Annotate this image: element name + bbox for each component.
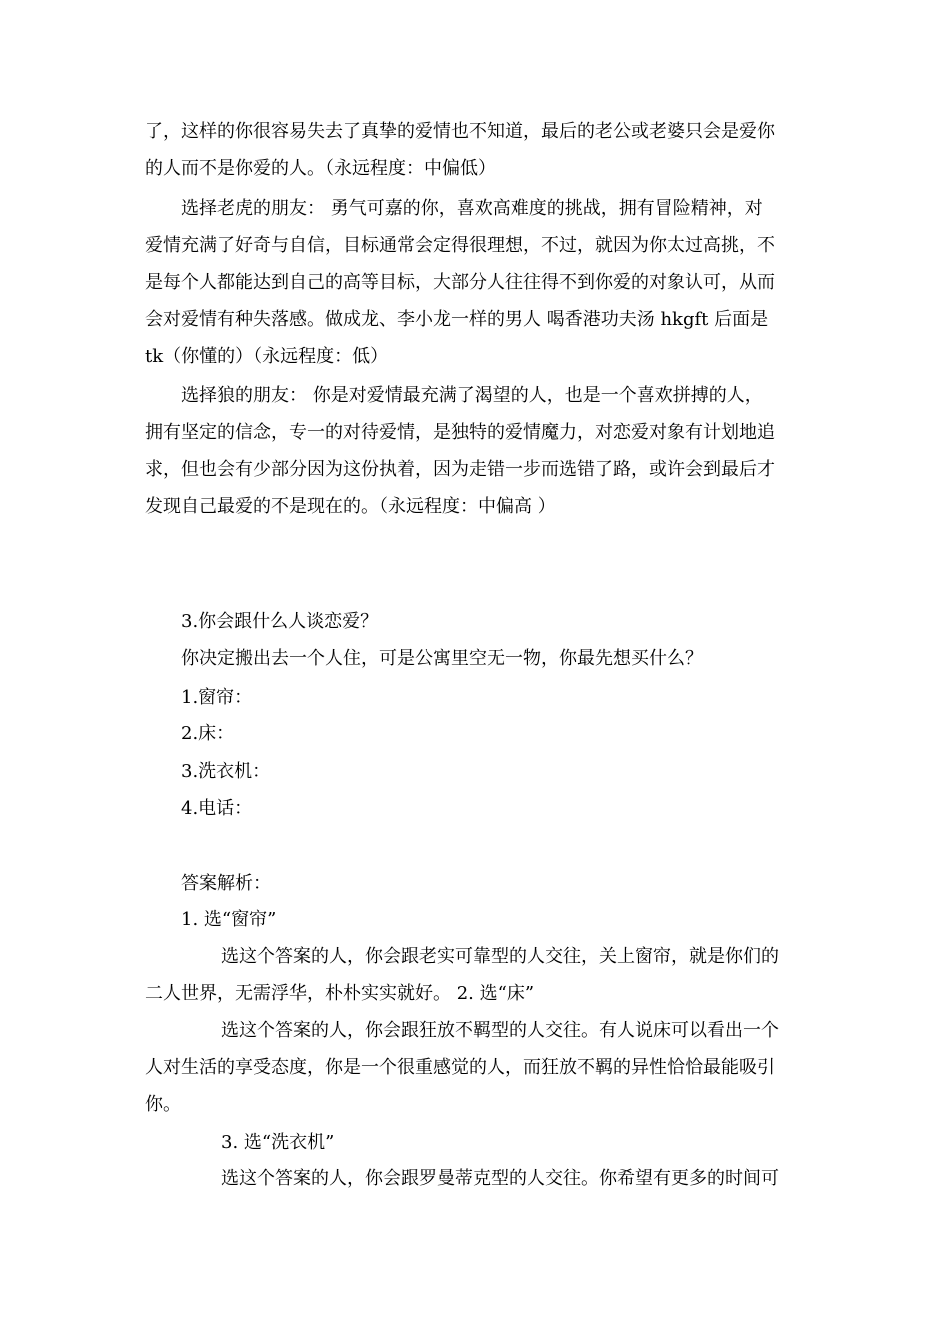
option-item: 4.电话： [181,798,253,819]
paragraph-line: 发现自己最爱的不是现在的。（永远程度：中偏高 ） [145,496,556,517]
paragraph-line: 会对爱情有种失落感。做成龙、李小龙一样的男人 喝香港功夫汤 hkgft 后面是 [145,309,769,330]
paragraph-line: tk（你懂的）（永远程度：低） [145,346,389,367]
answer-text: 人对生活的享受态度，你是一个很重感觉的人，而狂放不羁的异性恰恰最能吸引 [145,1057,775,1078]
answer-text: 选这个答案的人，你会跟狂放不羁型的人交往。有人说床可以看出一个 [221,1020,779,1041]
answer-text: 选这个答案的人，你会跟老实可靠型的人交往，关上窗帘，就是你们的 [221,946,779,967]
answer-option-title: 1. 选“窗帘” [181,909,277,930]
option-item: 3.洗衣机： [181,761,271,782]
paragraph-line: 拥有坚定的信念，专一的对待爱情，是独特的爱情魔力，对恋爱对象有计划地追 [145,422,775,443]
paragraph-line: 的人而不是你爱的人。（永远程度：中偏低） [145,158,496,179]
section-heading: 3.你会跟什么人谈恋爱？ [181,611,379,632]
answer-text: 二人世界，无需浮华，朴朴实实就好。 2. 选“床” [145,983,535,1004]
answer-heading: 答案解析： [181,873,271,894]
option-item: 2.床： [181,723,235,744]
answer-text: 你。 [145,1094,181,1115]
question-text: 你决定搬出去一个人住，可是公寓里空无一物，你最先想买什么？ [181,648,703,669]
answer-text: 选这个答案的人，你会跟罗曼蒂克型的人交往。你希望有更多的时间可 [221,1168,779,1189]
paragraph-line-tiger: 选择老虎的朋友： 勇气可嘉的你，喜欢高难度的挑战，拥有冒险精神，对 [181,198,763,219]
paragraph-line: 求，但也会有少部分因为这份执着，因为走错一步而选错了路，或许会到最后才 [145,459,775,480]
paragraph-line: 了，这样的你很容易失去了真挚的爱情也不知道，最后的老公或老婆只会是爱你 [145,121,775,142]
answer-option-title: 3. 选“洗衣机” [221,1132,335,1153]
paragraph-line: 是每个人都能达到自己的高等目标，大部分人往往得不到你爱的对象认可，从而 [145,272,775,293]
paragraph-line: 爱情充满了好奇与自信，目标通常会定得很理想，不过，就因为你太过高挑，不 [145,235,775,256]
paragraph-line-wolf: 选择狼的朋友： 你是对爱情最充满了渴望的人，也是一个喜欢拼搏的人， [181,385,763,406]
option-item: 1.窗帘： [181,687,253,708]
